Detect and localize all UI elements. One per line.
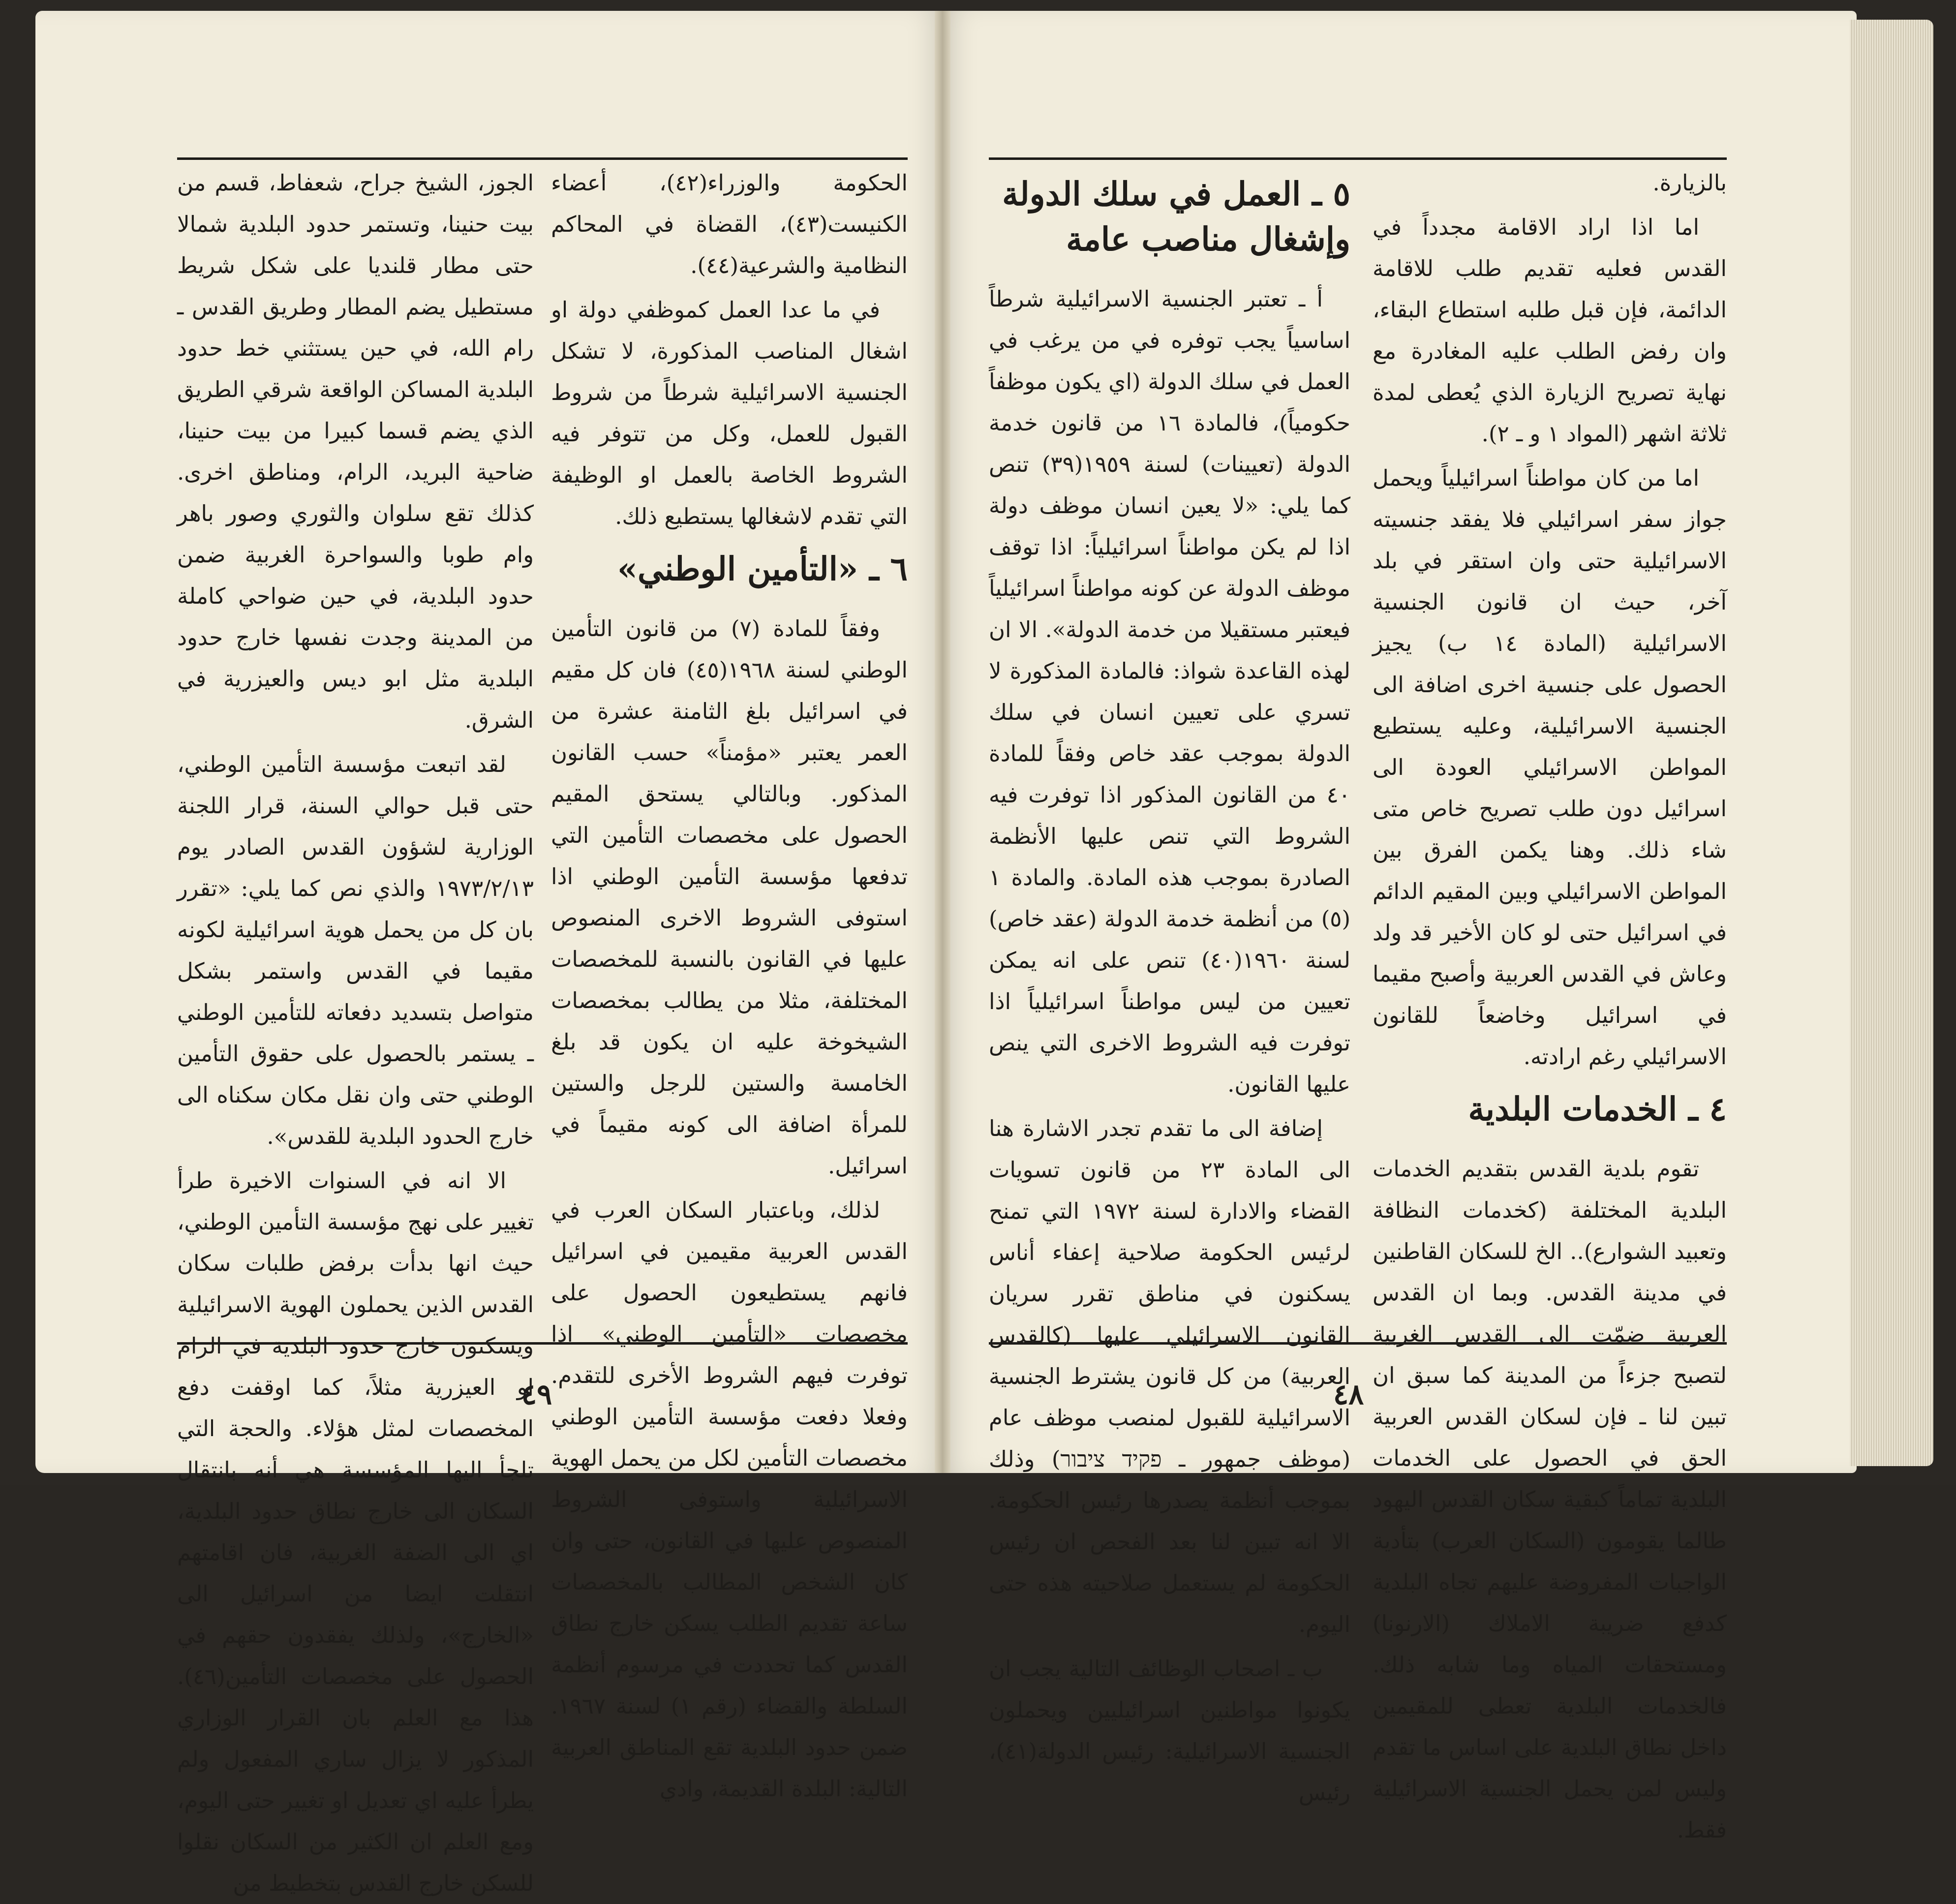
paragraph: لقد اتبعت مؤسسة التأمين الوطني، حتى قبل حوالي السنة، قرار اللجنة الوزارية لشؤون القدس الصادر يوم ١٩٧٣/٢/١٣ والذي نص كما يلي: «تقرر بان كل من يحمل هوية اسرائيلية لكونه مقيما في القدس واستمر بشكل متواصل بتسديد دفعاته للتأمين الوطني ـ يستمر بالحصول على حقوق التأمين الوطني حتى وان نقل مكان سكناه الى خارج الحدود البلدية للقدس». bbox=[177, 751, 534, 1149]
left-page-right-column bbox=[551, 162, 908, 1802]
section-heading: ٤ ـ الخدمات البلدية bbox=[1468, 1090, 1727, 1128]
paragraph: في ما عدا العمل كموظفي دولة او اشغال المناصب المذكورة، لا تشكل الجنسية الاسرائيلية شرطاً من شروط القبول للعمل، وكل من تتوفر فيه الشروط الخاصة بالعمل او الوظيفة التي تقدم لاشغالها يستطيع ذلك. bbox=[551, 297, 908, 529]
paragraph: تقوم بلدية القدس بتقديم الخدمات البلدية المختلفة (كخدمات النظافة وتعبيد الشوارع).. الخ للسكان القاطنين في مدينة القدس. وبما ان القدس العربية ضمّت الى القدس الغربية لتصبح جزءاً من المدينة كما سبق ان تبين لنا ـ فإن لسكان القدس العربية الحق في الحصول على الخدمات البلدية تماماً كبقية سكان القدس اليهود طالما يقومون (السكان العرب) بتأدية الواجبات المفروضة عليهم تجاه البلدية كدفع ضريبة الاملاك (الارنونا) ومستحقات المياه وما شابه ذلك. فالخدمات البلدية تعطى للمقيمين داخل نطاق البلدية على اساس ما تقدم وليس لمن يحمل الجنسية الاسرائيلية فقط. bbox=[1373, 1156, 1727, 1843]
paragraph: بالزيارة. bbox=[1652, 170, 1727, 196]
page-number: ٤٩ bbox=[521, 1378, 552, 1411]
paragraph: ب ـ اصحاب الوظائف التالية يجب ان يكونوا مواطنين اسرائيليين ويحملون الجنسية الاسرائيلية: رئيس الدولة(٤١)، رئيس bbox=[989, 1656, 1350, 1806]
paragraph: اما من كان مواطناً اسرائيلياً ويحمل جواز سفر اسرائيلي فلا يفقد جنسيته الاسرائيلية حتى وان استقر في بلد آخر، حيث ان قانون الجنسية الاسرائيلية (المادة ١٤ ب) يجيز الحصول على جنسية اخرى اضافة الى الجنسية الاسرائيلية، وعليه يستطيع المواطن الاسرائيلي العودة الى اسرائيل دون طلب تصريح خاص متى شاء ذلك. وهنا يكمن الفرق بين المواطن الاسرائيلي وبين المقيم الدائم في اسرائيل حتى لو كان الأخير قد ولد وعاش في القدس العربية وأصبح مقيما في اسرائيل وخاضعاً للقانون الاسرائيلي رغم ارادته. bbox=[1373, 465, 1727, 1070]
page-number: ٤٨ bbox=[1333, 1378, 1364, 1411]
left-page-top-rule bbox=[177, 157, 908, 160]
paragraph: إضافة الى ما تقدم تجدر الاشارة هنا الى المادة ٢٣ من قانون تسويات القضاء والادارة لسنة ١٩٧٢ التي تمنح لرئيس الحكومة صلاحية إعفاء أناس يسكنون في مناطق تقرر سريان القانون الاسرائيلي عليها (كالقدس العربية) من كل قانون يشترط الجنسية الاسرائيلية للقبول لمنصب موظف عام (موظف جمهور ـ פקיד ציבור) وذلك بموجب أنظمة يصدرها رئيس الحكومة. الا انه تبين لنا بعد الفحص ان رئيس الحكومة لم يستعمل صلاحيته هذه حتى اليوم. bbox=[989, 1115, 1351, 1637]
paragraph: اما اذا اراد الاقامة مجدداً في القدس فعليه تقديم طلب للاقامة الدائمة، فإن قبل طلبه استطاع البقاء، وان رفض الطلب عليه المغادرة مع نهاية تصريح الزيارة الذي يُعطى لمدة ثلاثة اشهر (المواد ١ و ـ ٢). bbox=[1373, 214, 1727, 447]
paragraph: أ ـ تعتبر الجنسية الاسرائيلية شرطاً اساسياً يجب توفره في من يرغب في العمل في سلك الدولة (اي يكون موظفاً حكومياً)، فالمادة ١٦ من قانون خدمة الدولة (تعيينات) لسنة ١٩٥٩(٣٩) تنص كما يلي: «لا يعين انسان موظف دولة اذا لم يكن مواطناً اسرائيلياً: اذا توقف موظف الدولة عن كونه مواطناً اسرائيلياً فيعتبر مستقيلا من خدمة الدولة». الا ان لهذه القاعدة شواذ: فالمادة المذكورة لا تسري على تعيين انسان في سلك الدولة بموجب عقد خاص وفقاً للمادة ٤٠ من القانون المذكور اذا توفرت فيه الشروط التي تنص عليها الأنظمة الصادرة بموجب هذه المادة. والمادة ١ (٥) من أنظمة خدمة الدولة (عقد خاص) لسنة ١٩٦٠(٤٠) تنص على انه يمكن تعيين من ليس مواطناً اسرائيلياً اذا توفرت فيه الشروط الاخرى التي ينص عليها القانون. bbox=[989, 286, 1351, 1097]
left-page-left-column bbox=[177, 162, 534, 1896]
section-heading: ٥ ـ العمل في سلك الدولة وإشغال مناصب عامة bbox=[1002, 175, 1350, 258]
book-gutter bbox=[935, 11, 950, 1473]
paragraph: وفقاً للمادة (٧) من قانون التأمين الوطني لسنة ١٩٦٨(٤٥) فان كل مقيم في اسرائيل بلغ الثامنة عشرة من العمر يعتبر «مؤمناً» حسب القانون المذكور. وبالتالي يستحق المقيم الحصول على مخصصات التأمين التي تدفعها مؤسسة التأمين الوطني اذا استوفى الشروط الاخرى المنصوص عليها في القانون بالنسبة للمخصصات المختلفة، مثلا من يطالب بمخصصات الشيخوخة عليه ان يكون قد بلغ الخامسة والستين للرجل والستين للمرأة اضافة الى كونه مقيماً في اسرائيل. bbox=[551, 615, 908, 1179]
right-page-top-rule bbox=[989, 157, 1727, 160]
section-heading: ٦ ـ «التأمين الوطني» bbox=[617, 550, 908, 588]
paragraph: الا انه في السنوات الاخيرة طرأ تغيير على نهج مؤسسة التأمين الوطني، حيث انها بدأت برفض طلبات سكان القدس الذين يحملون الهوية الاسرائيلية ويسكنون خارج حدود البلدية في الرام او العيزرية مثلاً، كما اوقفت دفع المخصصات لمثل هؤلاء. والحجة التي تلجأ اليها المؤسسة هي أنه بانتقال السكان الى خارج نطاق حدود البلدية، اي الى الضفة الغربية، فان اقامتهم انتقلت ايضا من اسرائيل الى «الخارج»، ولذلك يفقدون حقهم في الحصول على مخصصات التأمين(٤٦). هذا مع العلم بان القرار الوزاري المذكور لا يزال ساري المفعول ولم يطرأ عليه اي تعديل او تغيير حتى اليوم، ومع العلم ان الكثير من السكان نقلوا للسكن خارج القدس بتخطيط من bbox=[177, 1167, 534, 1896]
paragraph: لذلك، وباعتبار السكان العرب في القدس العربية مقيمين في اسرائيل فانهم يستطيعون الحصول على مخصصات «التأمين الوطني» اذا توفرت فيهم الشروط الأخرى للتقدم. وفعلا دفعت مؤسسة التأمين الوطني مخصصات التأمين لكل من يحمل الهوية الاسرائيلية واستوفى الشروط المنصوص عليها في القانون، حتى وان كان الشخص المطالب بالمخصصات ساعة تقديم الطلب يسكن خارج نطاق القدس كما تحددت في مرسوم أنظمة السلطة والقضاء (رقم ١) لسنة ١٩٦٧. ضمن حدود البلدية تقع المناطق العربية التالية: البلدة القديمة، وادي bbox=[551, 1197, 908, 1802]
page-edges bbox=[1850, 20, 1933, 1466]
right-page-right-column bbox=[1373, 162, 1727, 1843]
paragraph: الحكومة والوزراء(٤٢)، أعضاء الكنيست(٤٣)، القضاة في المحاكم النظامية والشرعية(٤٤). bbox=[551, 170, 908, 278]
paragraph: الجوز، الشيخ جراح، شعفاط، قسم من بيت حنينا، وتستمر حدود البلدية شمالا حتى مطار قلنديا على شكل شريط مستطيل يضم المطار وطريق القدس ـ رام الله، في حين يستثني خط حدود البلدية المساكن الواقعة شرقي الطريق الذي يضم قسما كبيرا من بيت حنينا، ضاحية البريد، الرام، ومناطق اخرى. كذلك تقع سلوان والثوري وصور باهر وام طوبا والسواحرة الغربية ضمن حدود البلدية، في حين ضواحي كاملة من المدينة وجدت نفسها خارج حدود البلدية مثل ابو ديس والعيزرية في الشرق. bbox=[177, 170, 534, 733]
